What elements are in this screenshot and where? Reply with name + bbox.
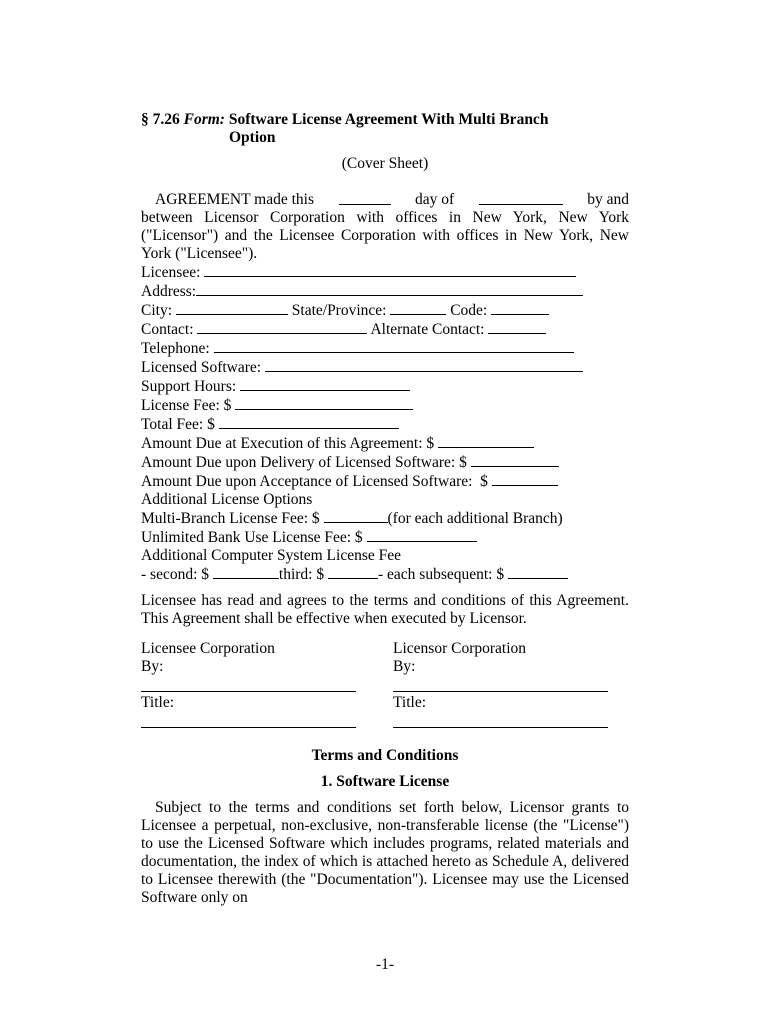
agreement-parties: between Licensor Corporation with offices in New York, New York ("Licensor") and the Licensee Corporation with offices in New York, New York ("Licensee"). bbox=[141, 209, 629, 262]
section-number: § 7.26 bbox=[141, 111, 180, 128]
due-execution-field bbox=[141, 434, 629, 453]
due-acceptance-field bbox=[141, 472, 629, 491]
field-label: Support Hours: bbox=[141, 378, 237, 395]
field-label: Multi-Branch License Fee: $ bbox=[141, 510, 320, 527]
licensor-party: Licensor Corporation bbox=[393, 640, 527, 657]
unlimited-bank-blank[interactable] bbox=[367, 528, 477, 542]
form-label: Form: bbox=[183, 111, 225, 128]
field-label: Telephone: bbox=[141, 340, 210, 357]
agreement-text: by and bbox=[587, 191, 629, 208]
multi-branch-blank[interactable] bbox=[324, 509, 388, 523]
address-field bbox=[141, 282, 629, 301]
section-1-text: Subject to the terms and conditions set forth below, Licensor grants to Licensee a perpetual, non-exclusive, non-transferable license (the "License") to use the Licensed Software which includes programs, related materials and documentation, the index of which is attached hereto as Schedule A, delivered to Licensee therewith (the "Documentation"). Licensee may use the Licensed Software only on bbox=[141, 799, 629, 906]
contact-field bbox=[141, 320, 629, 339]
contact-blank[interactable] bbox=[197, 320, 367, 334]
additional-options-label: Additional License Options bbox=[141, 491, 313, 508]
field-label: third: $ bbox=[278, 566, 325, 583]
agreement-form bbox=[141, 191, 629, 628]
field-label: City: bbox=[141, 302, 173, 319]
due-delivery-blank[interactable] bbox=[471, 453, 559, 467]
due-delivery-field bbox=[141, 453, 629, 472]
by-label: By: bbox=[393, 658, 416, 675]
licensee-blank[interactable] bbox=[204, 263, 576, 277]
license-fee-field bbox=[141, 396, 629, 415]
month-blank[interactable] bbox=[479, 191, 563, 205]
field-label: Address: bbox=[141, 283, 197, 300]
telephone-field bbox=[141, 339, 629, 358]
field-label: Amount Due upon Delivery of Licensed Software: $ bbox=[141, 454, 467, 471]
licensor-signature-line[interactable] bbox=[393, 691, 608, 692]
agreement-first-line bbox=[141, 191, 629, 209]
licensor-title-line[interactable] bbox=[393, 727, 608, 728]
licensed-software-field bbox=[141, 358, 629, 377]
licensor-signature-block bbox=[393, 640, 526, 676]
licensee-title-label: Title: bbox=[141, 694, 175, 711]
telephone-blank[interactable] bbox=[214, 339, 574, 353]
field-label: - each subsequent: $ bbox=[377, 566, 505, 583]
unlimited-bank-field bbox=[141, 528, 629, 547]
support-hours-field bbox=[141, 377, 629, 396]
field-label: - second: $ bbox=[141, 566, 210, 583]
field-label: Contact: bbox=[141, 321, 194, 338]
acknowledgement-text: Licensee has read and agrees to the terms and conditions of this Agreement. This Agreement shall be effective when executed by Licensor. bbox=[141, 592, 629, 627]
licensee-signature-line[interactable] bbox=[141, 691, 356, 692]
licensee-field bbox=[141, 263, 629, 282]
additional-computer-label: Additional Computer System License Fee bbox=[141, 547, 402, 564]
field-label: Unlimited Bank Use License Fee: $ bbox=[141, 529, 363, 546]
licensee-signature-block bbox=[141, 640, 275, 676]
agreement-text: AGREEMENT made this bbox=[155, 191, 315, 208]
document-title bbox=[141, 111, 548, 147]
field-label: Licensee: bbox=[141, 264, 201, 281]
field-label: Code: bbox=[450, 302, 488, 319]
due-acceptance-blank[interactable] bbox=[492, 472, 558, 486]
city-state-code-field bbox=[141, 301, 629, 320]
field-label: Licensed Software: bbox=[141, 359, 262, 376]
section-1-heading: 1. Software License bbox=[320, 773, 450, 790]
field-label: License Fee: $ bbox=[141, 397, 232, 414]
code-blank[interactable] bbox=[491, 301, 549, 315]
due-execution-blank[interactable] bbox=[438, 434, 534, 448]
second-blank[interactable] bbox=[213, 565, 279, 579]
total-fee-blank[interactable] bbox=[219, 415, 399, 429]
field-label: State/Province: bbox=[291, 302, 387, 319]
title-line-2: Option bbox=[229, 129, 276, 146]
field-label: Total Fee: $ bbox=[141, 416, 215, 433]
total-fee-field bbox=[141, 415, 629, 434]
terms-heading: Terms and Conditions bbox=[311, 747, 459, 764]
subsequent-blank[interactable] bbox=[508, 565, 568, 579]
by-label: By: bbox=[141, 658, 164, 675]
field-label: Alternate Contact: bbox=[370, 321, 485, 338]
day-blank[interactable] bbox=[339, 191, 391, 205]
licensor-title-label: Title: bbox=[393, 694, 427, 711]
support-hours-blank[interactable] bbox=[240, 377, 410, 391]
licensee-party: Licensee Corporation bbox=[141, 640, 275, 657]
license-fee-blank[interactable] bbox=[235, 396, 413, 410]
title-line-1: Software License Agreement With Multi Branch bbox=[228, 111, 549, 128]
field-note: (for each additional Branch) bbox=[387, 510, 563, 527]
system-fees-field bbox=[141, 565, 629, 584]
state-blank[interactable] bbox=[390, 301, 446, 315]
page-number: -1- bbox=[375, 956, 395, 973]
address-blank[interactable] bbox=[196, 282, 583, 296]
multi-branch-field bbox=[141, 509, 629, 528]
city-blank[interactable] bbox=[176, 301, 288, 315]
field-label: Amount Due upon Acceptance of Licensed Software: $ bbox=[141, 473, 488, 490]
licensee-title-line[interactable] bbox=[141, 727, 356, 728]
licensed-software-blank[interactable] bbox=[265, 358, 583, 372]
agreement-text: day of bbox=[415, 191, 455, 208]
third-blank[interactable] bbox=[328, 565, 378, 579]
cover-sheet-label: (Cover Sheet) bbox=[341, 155, 429, 172]
alt-contact-blank[interactable] bbox=[488, 320, 546, 334]
field-label: Amount Due at Execution of this Agreement: $ bbox=[141, 435, 435, 452]
